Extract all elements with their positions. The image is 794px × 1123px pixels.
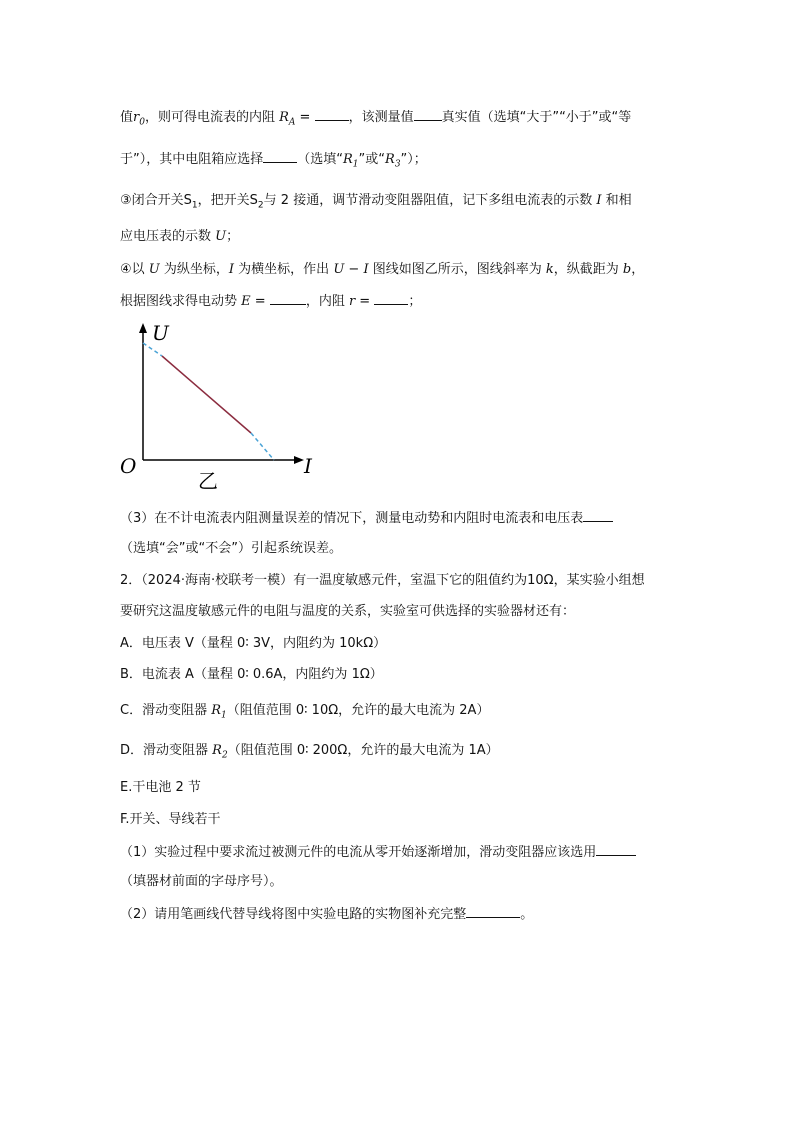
text: 图线如图乙所示，图线斜率为: [368, 262, 546, 277]
text: （阻值范围 0∶ 10Ω，允许的最大电流为 2A）: [226, 703, 490, 718]
option-a: A．电压表 V（量程 0∶ 3V，内阻约为 10kΩ）: [120, 636, 387, 651]
answer-blank[interactable]: [583, 509, 613, 522]
text: （2）请用笔画线代替导线将图中实验电路的实物图补充完整: [120, 907, 467, 922]
text: ，: [631, 262, 645, 277]
text: 为纵坐标，: [159, 262, 229, 277]
text: ”或“: [358, 152, 386, 167]
symbol-U: U: [215, 229, 227, 244]
text: ③闭合开关S: [120, 193, 192, 208]
answer-blank[interactable]: [263, 150, 297, 163]
text: ”）；: [400, 152, 427, 167]
text: =: [250, 294, 270, 309]
answer-blank[interactable]: [315, 108, 349, 121]
text: （3）在不计电流表内阻测量误差的情况下，测量电动势和内阻时电流表和电压表: [120, 511, 584, 526]
symbol-R1: $R_1$: [343, 152, 359, 170]
text: 值: [120, 110, 134, 125]
x-axis-arrow-icon: [294, 456, 304, 464]
text: 为横坐标，作出: [234, 262, 334, 277]
period: 。: [520, 907, 534, 922]
text: C．滑动变阻器: [120, 703, 212, 718]
text: ，该测量值: [348, 110, 414, 125]
option-d: [120, 742, 499, 760]
text-line-5: [120, 261, 644, 279]
symbol-E: E: [241, 294, 251, 309]
text: ，则可得电流表的内阻: [144, 110, 280, 125]
text: （选填“: [297, 152, 343, 167]
symbol-U: U: [148, 262, 160, 277]
text: 与 2 接通，调节滑动变阻器阻值，记下多组电流表的示数: [263, 193, 597, 208]
symbol-R2: $R_2$: [212, 743, 228, 761]
answer-blank[interactable]: [414, 108, 442, 121]
sub-question-1-cont: （填器材前面的字母序号）。: [120, 874, 283, 889]
text-line-1: [120, 108, 631, 127]
option-e: E.干电池 2 节: [120, 780, 201, 795]
question-2-line-1: 2．（2024·海南·校联考一模）有一温度敏感元件，室温下它的阻值约为10Ω，某实验小组想: [120, 573, 645, 588]
text: （1）实验过程中要求流过被测元件的电流从零开始逐渐增加，滑动变阻器应该选用: [120, 845, 597, 860]
text-line-4: [120, 228, 239, 246]
text: 于”），其中电阻箱应选择: [120, 152, 264, 167]
text: ，内阻: [305, 294, 349, 309]
u-i-graph: [116, 318, 326, 496]
u-i-line: [162, 356, 251, 433]
question-2-line-2: 要研究这温度敏感元件的电阻与温度的关系，实验室可供选择的实验器材还有：: [120, 604, 576, 619]
sub-question-2: [120, 905, 533, 924]
figure-caption: 乙: [198, 469, 218, 493]
text: 应电压表的示数: [120, 229, 216, 244]
text-line-2: [120, 150, 427, 169]
y-axis-arrow-icon: [139, 323, 147, 333]
extrapolation-dashed-line: [251, 433, 274, 460]
text: =: [295, 110, 315, 125]
text-line-6: [120, 292, 421, 311]
subscript: 1: [191, 200, 198, 211]
symbol-RA: $R_A$: [279, 110, 296, 128]
option-c: [120, 702, 489, 720]
symbol-I: I: [363, 262, 369, 277]
option-f: F.开关、导线若干: [120, 812, 221, 827]
text: D．滑动变阻器: [120, 743, 213, 758]
text: 真实值（选填“大于”“小于”或“等: [441, 110, 632, 125]
text: =: [355, 294, 375, 309]
text: （阻值范围 0∶ 200Ω，允许的最大电流为 1A）: [227, 743, 499, 758]
y-axis-label: U: [152, 321, 169, 345]
text: ，纵截距为: [553, 262, 623, 277]
text-line-8: [120, 540, 342, 558]
origin-label: O: [120, 454, 137, 478]
symbol-R1: $R_1$: [211, 703, 227, 721]
text: ；: [226, 229, 240, 244]
text-line-3: [120, 192, 632, 210]
text: ④以: [120, 262, 149, 277]
text: ，把开关S: [197, 193, 258, 208]
text-line-7: [120, 509, 613, 528]
subscript: 2: [257, 200, 264, 211]
text: ；: [408, 294, 422, 309]
symbol-I: I: [596, 193, 602, 208]
text: 和相: [601, 193, 632, 208]
sub-question-1: [120, 843, 636, 862]
answer-blank[interactable]: [466, 905, 520, 918]
symbol-r: r: [348, 294, 356, 309]
answer-blank[interactable]: [596, 843, 636, 856]
symbol-R3: $R_3$: [385, 152, 401, 170]
text: （选填“会”或“不会”）引起系统误差。: [120, 541, 342, 556]
symbol-U: U: [333, 262, 345, 277]
answer-blank[interactable]: [374, 292, 408, 305]
text: −: [344, 262, 364, 277]
answer-blank[interactable]: [270, 292, 306, 305]
symbol-b: b: [622, 262, 632, 277]
symbol-I: I: [228, 262, 235, 277]
text: 根据图线求得电动势: [120, 294, 242, 309]
symbol-k: k: [545, 262, 554, 277]
symbol-r0: $r_0$: [133, 110, 145, 128]
option-b: B．电流表 A（量程 0∶ 0.6A，内阻约为 1Ω）: [120, 667, 383, 682]
x-axis-label: I: [304, 454, 312, 478]
